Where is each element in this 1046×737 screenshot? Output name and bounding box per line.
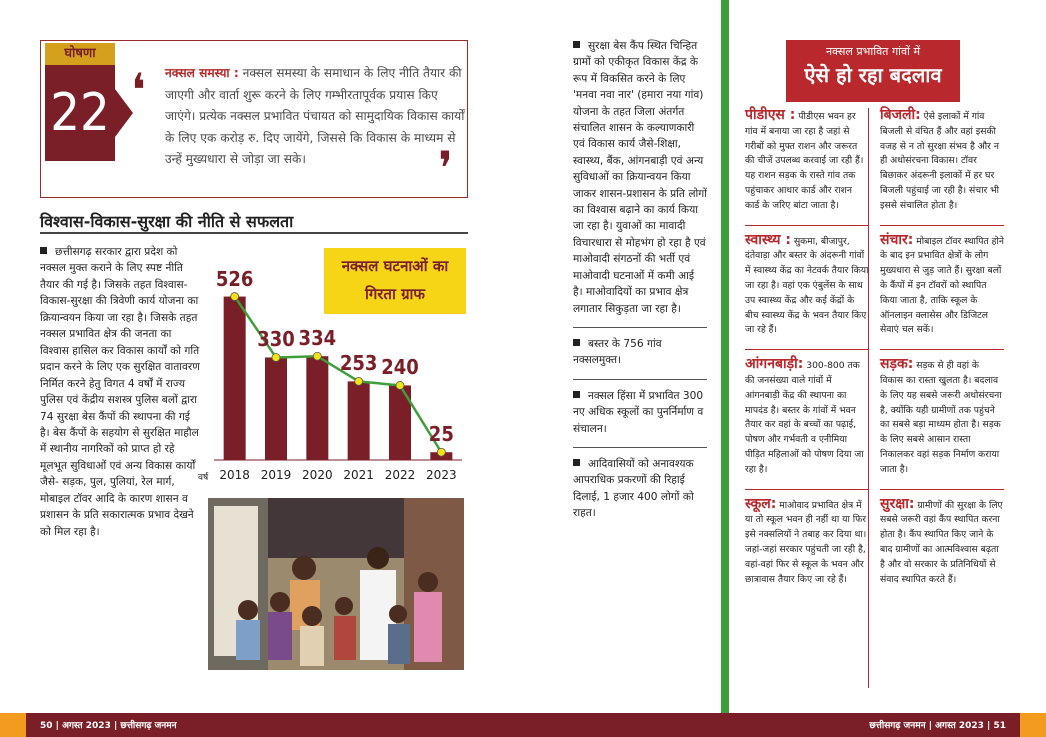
- footer-accent-left: [0, 713, 26, 737]
- chart-marker-2021: [355, 377, 363, 385]
- right-info-block: [880, 497, 1004, 596]
- column-divider: [868, 108, 869, 688]
- chart-value-label-2019: 330: [257, 327, 295, 352]
- right-block-heading: सड़क:: [880, 356, 914, 373]
- right-column-2: [880, 108, 1004, 595]
- chart-bar-2018: [224, 297, 246, 460]
- right-block-heading: बिजली:: [880, 107, 921, 123]
- footer-left-text: 50 | अगस्त 2023 | छत्तीसगढ़ जनमन: [40, 721, 177, 731]
- right-block-heading: स्कूल:: [745, 495, 777, 512]
- right-block-text: ऐसे इलाकों में गांव बिजली से वंचित हैं और वहां इसकी वजह से न तो सुरक्षा संभव है और न ही अधोसंरचना विकास। टॉवर बिछाकर अंदरूनी इलाकों में हर घर बिजली पहुंचाई जा रही है। संचार भी इससे संचालित होता है।: [880, 111, 999, 211]
- right-block-text: माओवाद प्रभावित क्षेत्र में या तो स्कूल भवन ही नहीं था या फिर इसे नक्सलियों ने तबाह कर दिया था। जहां-जहां सरकार पहुंचती जा रही है, वहां-वहां फिर से स्कूल के भवन और छात्रावास तैयार किए जा रहे हैं।: [745, 499, 867, 585]
- chart-marker-2018: [231, 293, 239, 301]
- right-block-heading: स्वास्थ्य :: [745, 231, 792, 248]
- middle-item-text: सुरक्षा बेस कैंप स्थित चिन्हित ग्रामों को एकीकृत विकास केंद्र के रूप में विकसित करने के लिए 'मनवा नवा नार' (हमारा नया गांव) योजना के तहत जिला अंतर्गत संचालित शासन के कल्याणकारी एवं विकास कार्य जैसे-शिक्षा, स्वास्थ्य, बैंक, आंगनबाड़ी एवं अन्य सुविधाओं का क्रियान्वयन किया जाकर शासन-प्रशासन के प्रति लोगों का विश्वास बढ़ाने का कार्य किया जा रहा है। युवाओं का मावादी विचारधारा से मोहभंग हो रहा है एवं माओवादी संगठनों की भर्ती एवं माओवादी घटनाओं में कमी आई है। माओवादियों का प्रभाव क्षेत्र लगातार सिकुड़ता जा रहा है।: [573, 40, 707, 315]
- right-block-text: पीडीएस भवन हर गांव में बनाया जा रहा है जहां से गरीबों को मुफ्त राशन और जरूरत की चीजें उपलब्ध करवाई जा रही हैं। यह राशन सड़क के रास्ते गांव तक पहुंचाकर आधार कार्ड और राशन कार्ड के जरिए बांटा जाता है।: [745, 111, 864, 211]
- announcement-body: नक्सल समस्या के समाधान के लिए नीति तैयार की जाएगी और वार्ता शुरू करने के लिए गम्भीरतापूर्वक प्रयास किए जाएंगे। प्रत्येक नक्सल प्रभावित पंचायत को सामुदायिक विकास कार्यों के लिए एक करोड़ रु. दिए जायेंगे, जिससे कि विकास के माध्यम से उन्हें मुख्यधारा से जोड़ा जा सके।: [165, 66, 465, 166]
- bullet-icon: [40, 247, 47, 254]
- bullet-icon: [573, 391, 580, 398]
- section-divider: [40, 232, 468, 234]
- right-block-heading: सुरक्षा:: [880, 495, 915, 512]
- right-info-block: [745, 233, 869, 347]
- chart-year-prefix: वर्ष: [198, 473, 209, 483]
- chart-value-label-2022: 240: [381, 355, 419, 380]
- right-page-header: [786, 40, 960, 102]
- middle-list-item: [573, 388, 707, 443]
- chart-year-label-2023: 2023: [426, 468, 457, 482]
- chart-value-label-2023: 25: [428, 422, 454, 447]
- quote-open-icon: ❛: [131, 63, 146, 117]
- chart-year-label-2021: 2021: [343, 468, 374, 482]
- announcement-tag: घोषणा: [45, 43, 115, 65]
- middle-item-text: नक्सल हिंसा में प्रभावित 300 नए अधिक स्कूलों का पुनर्निर्माण व संचालन।: [573, 389, 704, 435]
- chart-year-label-2022: 2022: [384, 468, 416, 482]
- middle-divider: [573, 327, 707, 328]
- chart-marker-2023: [437, 448, 445, 456]
- right-block-text: सड़क से ही वहां के विकास का रास्ता खुलता है। बदलाव के लिए यह सबसे जरूरी अधोसंरचना है, क्योंकि यही ग्रामीणों तक पहुंचने का सबसे बड़ा माध्यम होता है। सड़क के लिए सबसे आसान रास्ता निकालकर वहां सड़क निर्माण कराया जाता है।: [880, 360, 1002, 475]
- middle-item-text: बस्तर के 756 गांव नक्सलमुक्त।: [573, 337, 662, 367]
- announcement-number: 22: [45, 65, 115, 161]
- right-block-heading: आंगनबाड़ी:: [745, 356, 804, 373]
- middle-divider: [573, 379, 707, 380]
- footer-accent-right: [1020, 713, 1046, 737]
- right-divider: [880, 349, 1004, 350]
- right-block-text: मोबाइल टॉवर स्थापित होने के बाद इन प्रभावित क्षेत्रों के लोग मुख्यधारा से जुड़ जाते हैं। सुरक्षा बलों के कैंपों में इन टॉवरों को स्थापित किया जाता है, ताकि स्कूल के ऑनलाइन क्लासेस और डिजिटल सेवाएं चल सकें।: [880, 235, 1004, 336]
- left-body-text: [40, 244, 202, 540]
- right-info-block: [745, 108, 869, 222]
- right-block-heading: संचार:: [880, 231, 914, 248]
- chart-year-label-2020: 2020: [302, 468, 333, 482]
- right-header-subtitle: नक्सल प्रभावित गांवों में: [825, 45, 921, 58]
- bullet-icon: [573, 459, 580, 466]
- page-spine: [721, 0, 729, 737]
- right-info-block: [745, 357, 869, 485]
- chart-year-label-2019: 2019: [260, 468, 292, 482]
- chart-marker-2020: [313, 352, 321, 360]
- right-info-block: [880, 233, 1004, 347]
- middle-divider: [573, 447, 707, 448]
- chart-bar-2020: [306, 356, 328, 460]
- chart-value-label-2020: 334: [298, 326, 337, 351]
- incident-chart: [200, 246, 472, 492]
- right-divider: [745, 349, 869, 350]
- right-divider: [745, 489, 869, 490]
- right-block-text: सुकमा, बीजापुर, दंतेवाड़ा और बस्तर के अंदरूनी गांवों में स्वास्थ्य केंद्र का नेटवर्क तैयार किया जा रहा है। वहां एक एंबुलेंस के साथ उप स्वास्थ्य केंद्र और कई केंद्रों के बीच स्वास्थ्य केंद्र के भवन तैयार किए जा रहे हैं।: [745, 235, 869, 336]
- middle-list-item: [573, 38, 707, 323]
- chart-marker-2022: [396, 381, 404, 389]
- left-body-paragraph: छत्तीसगढ़ सरकार द्वारा प्रदेश को नक्सल मुक्त कराने के लिए स्पष्ट नीति तैयार की गई है। जिसके तहत विश्वास-विकास-सुरक्षा की त्रिवेणी कार्य योजना का क्रियान्वयन किया जा रहा है। जिसके तहत नक्सल प्रभावित क्षेत्र की जनता का विश्वास हासिल कर विकास कार्यों को गति प्रदान करने के लिए एक सुरक्षित वातावरण निर्मित करने हेतु विगत 4 वर्षों में राज्य पुलिस एवं केंद्रीय सशस्त्र पुलिस बलों द्वारा 74 सुरक्षा बेस कैंपों की स्थापना की गई है। बेस कैंपों के सहयोग से सुरक्षित माहौल में स्थानीय नागरिकों को प्राप्त हो रहे मूलभूत सुविधाओं एवं अन्य विकास कार्यों जैसे- सड़क, पुल, पुलियां, रेल मार्ग, मोबाइल टॉवर आदि के कारण शासन व प्रशासन के प्रति सकारात्मक प्रभाव देखने को मिल रहा है।: [40, 246, 200, 538]
- announcement-text: [165, 63, 465, 171]
- chart-marker-2019: [272, 353, 280, 361]
- announcement-lead: नक्सल समस्या :: [165, 66, 239, 80]
- right-divider: [745, 225, 869, 226]
- chart-title: नक्सल घटनाओं का गिरता ग्राफ: [324, 248, 466, 314]
- announcement-box: [40, 40, 468, 198]
- chart-bar-2019: [265, 357, 287, 460]
- right-header-title: ऐसे हो रहा बदलाव: [804, 63, 942, 87]
- middle-list-item: [573, 456, 707, 528]
- right-block-text: ग्रामीणों की सुरक्षा के लिए सबसे जरूरी वहां कैंप स्थापित करना होता है। कैंप स्थापित किए जाने के बाद ग्रामीणों का आत्मविश्वास बढ़ता है और वो सरकार के प्रतिनिधियों से संवाद स्थापित करते हैं।: [880, 499, 1003, 585]
- chart-bar-2021: [348, 381, 370, 460]
- bullet-icon: [573, 339, 580, 346]
- middle-column: [573, 38, 707, 528]
- chart-value-label-2021: 253: [339, 351, 378, 376]
- middle-list-item: [573, 336, 707, 375]
- right-info-block: [745, 497, 869, 596]
- chart-year-label-2018: 2018: [219, 468, 250, 482]
- right-block-heading: पीडीएस :: [745, 107, 796, 123]
- right-divider: [880, 225, 1004, 226]
- middle-item-text: आदिवासियों को अनावश्यक आपराधिक प्रकरणों की रिहाई दिलाई, 1 हजार 400 लोगों को राहत।: [573, 457, 694, 520]
- quote-close-icon: ❜: [438, 141, 453, 195]
- right-info-block: [880, 108, 1004, 222]
- bullet-icon: [573, 41, 580, 48]
- section-title: विश्वास-विकास-सुरक्षा की नीति से सफलता: [40, 212, 294, 231]
- footer-right-text: छत्तीसगढ़ जनमन | अगस्त 2023 | 51: [869, 721, 1006, 731]
- chart-value-label-2018: 526: [215, 266, 254, 291]
- village-photo: [208, 498, 464, 670]
- photo-illustration: [208, 498, 464, 670]
- right-divider: [880, 489, 1004, 490]
- right-info-block: [880, 357, 1004, 485]
- right-block-text: 300-800 तक की जनसंख्या वाले गांवों में आंगनबाड़ी केंद्र की स्थापना का मापदंड है। बस्तर के गांवों में भवन तैयार कर वहां के बच्चों का पढ़ाई, पोषण और गर्भवती व एनीमिया पीड़ित महिलाओं को पोषण दिया जा रहा है।: [745, 360, 864, 475]
- right-column-1: [745, 108, 869, 595]
